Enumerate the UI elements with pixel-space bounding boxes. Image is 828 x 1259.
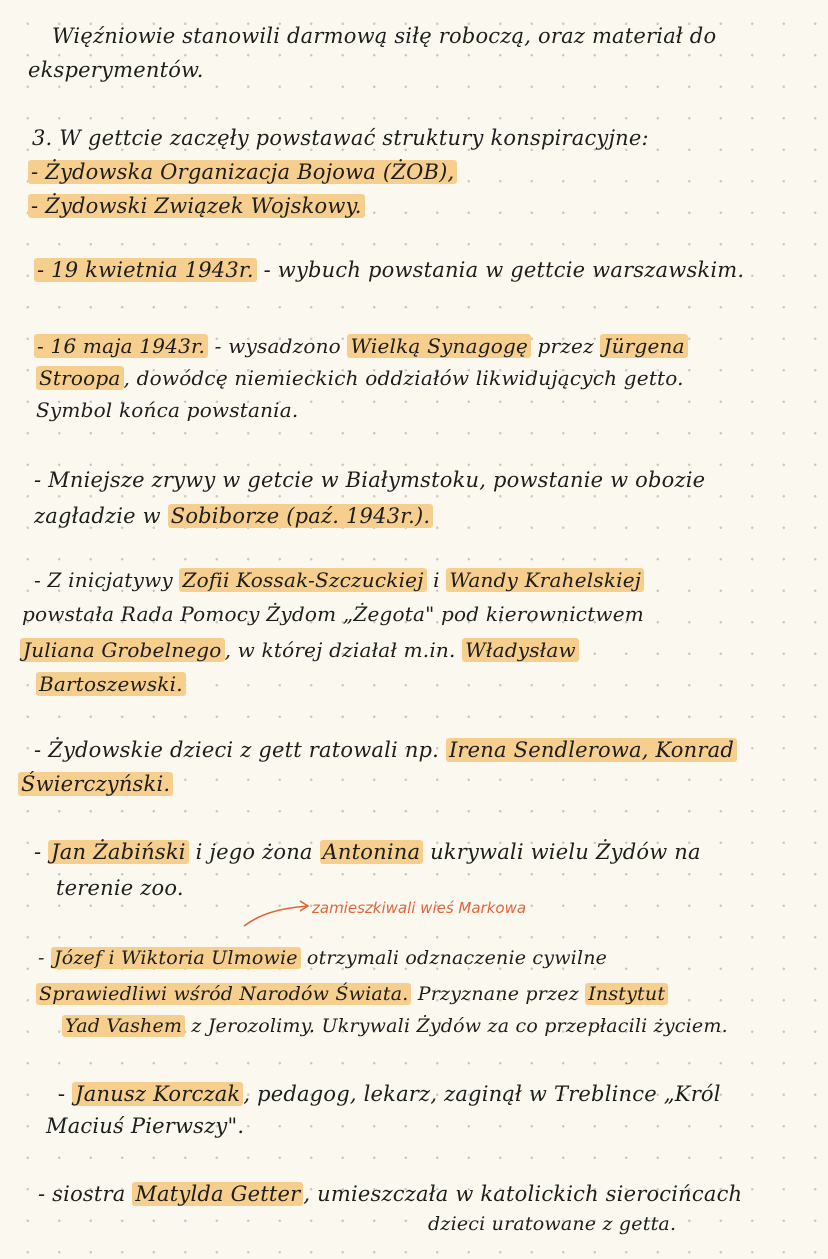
note-text: powstała Rada Pomocy Żydom „Żegota" pod kierownictwem bbox=[22, 602, 644, 626]
note-line bbox=[34, 502, 433, 530]
note-text: dzieci uratowane z getta. bbox=[428, 1213, 677, 1235]
note-text: otrzymali odznaczenie cywilne bbox=[300, 947, 608, 969]
note-line bbox=[34, 566, 644, 594]
highlighted-text: Świerczyński. bbox=[18, 772, 173, 796]
note-text: Symbol końca powstania. bbox=[36, 398, 299, 422]
highlighted-text: - 16 maja 1943r. bbox=[34, 334, 208, 358]
highlighted-text: Bartoszewski. bbox=[36, 672, 186, 696]
note-line bbox=[36, 670, 186, 698]
note-text: - siostra bbox=[38, 1182, 133, 1206]
highlighted-text: - Żydowska Organizacja Bojowa (ŻOB), bbox=[28, 160, 457, 184]
note-line bbox=[46, 1112, 244, 1140]
note-line bbox=[34, 736, 737, 764]
highlighted-text: Matylda Getter bbox=[132, 1182, 303, 1206]
note-text: - Mniejsze zrywy w getcie w Białymstoku, powstanie w obozie bbox=[34, 468, 706, 492]
highlighted-text: Yad Vashem bbox=[62, 1015, 185, 1037]
highlighted-text: Antonina bbox=[320, 840, 424, 864]
highlighted-text: Juliana Grobelnego bbox=[20, 638, 225, 662]
note-text: 3. W gettcie zaczęły powstawać struktury konspiracyjne: bbox=[32, 126, 649, 150]
highlighted-text: Władysław bbox=[462, 638, 579, 662]
note-line bbox=[56, 874, 184, 902]
note-text: , dowódcę niemieckich oddziałów likwidujących getto. bbox=[123, 366, 684, 390]
note-line bbox=[28, 192, 365, 220]
note-text: i jego żona bbox=[188, 840, 320, 864]
highlighted-text: Zofii Kossak-Szczuckiej bbox=[179, 568, 426, 592]
note-text: - wysadzono bbox=[208, 334, 348, 358]
note-text: eksperymentów. bbox=[28, 58, 204, 82]
highlighted-text: - Żydowski Związek Wojskowy. bbox=[28, 194, 365, 218]
note-line bbox=[38, 944, 607, 972]
note-text: - bbox=[58, 1082, 73, 1106]
note-line bbox=[22, 600, 644, 628]
note-text: , umieszczała w katolickich sierocińcach bbox=[303, 1182, 743, 1206]
note-line bbox=[62, 1012, 728, 1040]
note-text: Przyznane przez bbox=[411, 983, 586, 1005]
highlighted-text: Stroopa bbox=[36, 366, 124, 390]
highlighted-text: Wielką Synagogę bbox=[347, 334, 531, 358]
note-line bbox=[36, 980, 668, 1008]
highlighted-text: Janusz Korczak bbox=[72, 1082, 243, 1106]
note-line bbox=[36, 364, 684, 392]
note-text: - Z inicjatywy bbox=[34, 568, 180, 592]
note-text: - Żydowskie dzieci z gett ratowali np. bbox=[34, 738, 446, 762]
note-line bbox=[20, 636, 579, 664]
highlighted-text: Jürgena bbox=[600, 334, 687, 358]
note-line bbox=[34, 838, 701, 866]
note-line bbox=[52, 22, 716, 50]
note-text: Więźniowie stanowili darmową siłę roboczą, oraz materiał do bbox=[52, 24, 717, 48]
note-text: , pedagog, lekarz, zaginął w Treblince „Król bbox=[243, 1082, 721, 1106]
note-line bbox=[18, 770, 173, 798]
note-line bbox=[36, 396, 298, 424]
annotation-arrow-icon bbox=[240, 896, 312, 930]
highlighted-text: Irena Sendlerowa, Konrad bbox=[446, 738, 737, 762]
note-line bbox=[28, 158, 457, 186]
highlighted-text: Sprawiedliwi wśród Narodów Świata. bbox=[36, 983, 411, 1005]
note-text: przez bbox=[531, 334, 601, 358]
note-text: z Jerozolimy. Ukrywali Żydów za co przepłacili życiem. bbox=[185, 1015, 728, 1037]
highlighted-text: Wandy Krahelskiej bbox=[446, 568, 644, 592]
highlighted-text: Instytut bbox=[585, 983, 668, 1005]
margin-annotation: zamieszkiwali wieś Markowa bbox=[312, 899, 527, 917]
note-text: i bbox=[426, 568, 447, 592]
note-text: - bbox=[34, 840, 49, 864]
note-line bbox=[428, 1210, 676, 1238]
highlighted-text: Sobiborze (paź. 1943r.). bbox=[168, 504, 434, 528]
note-line bbox=[28, 56, 204, 84]
note-text: terenie zoo. bbox=[56, 876, 184, 900]
highlighted-text: - 19 kwietnia 1943r. bbox=[34, 258, 257, 282]
note-text: - bbox=[38, 947, 51, 969]
note-text: ukrywali wielu Żydów na bbox=[423, 840, 701, 864]
note-text: , w której działał m.in. bbox=[224, 638, 463, 662]
note-line bbox=[58, 1080, 721, 1108]
highlighted-text: Józef i Wiktoria Ulmowie bbox=[51, 947, 301, 969]
note-line bbox=[34, 466, 705, 494]
highlighted-text: Jan Żabiński bbox=[48, 840, 189, 864]
note-line bbox=[38, 1180, 742, 1208]
note-line bbox=[34, 332, 688, 360]
note-line bbox=[32, 124, 649, 152]
note-text: - wybuch powstania w gettcie warszawskim. bbox=[256, 258, 745, 282]
note-text: Maciuś Pierwszy". bbox=[46, 1114, 245, 1138]
note-text: zagładzie w bbox=[34, 504, 168, 528]
note-line bbox=[34, 256, 744, 284]
